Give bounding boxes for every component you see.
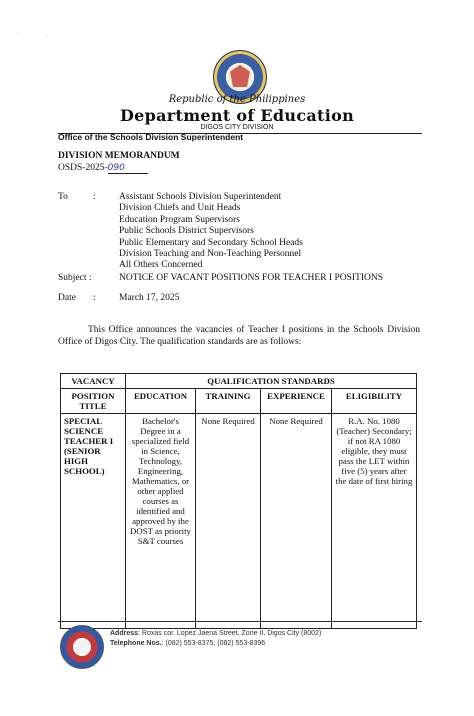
- recipient-item: All Others Concerned: [119, 260, 203, 271]
- table-header-row: [61, 374, 417, 389]
- recipient-item: Public Elementary and Secondary School Heads: [119, 237, 303, 248]
- seal-emblem-icon: [230, 65, 250, 87]
- recipient-item: Division Chiefs and Unit Heads: [119, 203, 241, 214]
- training-cell: None Required: [196, 414, 261, 629]
- recipient-item: Assistant Schools Division Superintendent: [119, 192, 282, 202]
- department-title: Department of Education: [119, 106, 355, 125]
- position-title-cell: SPECIAL SCIENCE TEACHER I (SENIOR HIGH SCHOOL): [61, 414, 126, 629]
- eligibility-cell: R.A. No. 1080 (Teacher) Secondary; if not RA 1080 eligible, they must pass the LET within five (5) years after the date of first hiring: [332, 414, 417, 629]
- date-value: March 17, 2025: [119, 293, 180, 303]
- education-cell: Bachelor's Degree in a specialized field in Science, Technology, Engineering, Mathematics, or other applied courses as identified and approved by the DOST as priority S&T courses: [126, 414, 196, 629]
- subject-label: Subject :: [58, 273, 92, 283]
- address-label: Address: [110, 630, 139, 637]
- memo-number-prefix: OSDS-2025-: [58, 163, 108, 173]
- phone-label: Telephone Nos.: [110, 640, 162, 647]
- table-subheader-row: [61, 389, 417, 414]
- recipient-item: Education Program Supervisors: [119, 214, 240, 225]
- subject-text: NOTICE OF VACANT POSITIONS FOR TEACHER I POSITIONS: [119, 273, 384, 283]
- phone-value: : (082) 553-8375; (082) 553-8396: [161, 640, 266, 647]
- intro-paragraph: This Office announces the vacancies of Teacher I positions in the Schools Division Office of Digos City. The qualification standards are as follows:: [58, 325, 420, 347]
- experience-header: EXPERIENCE: [261, 389, 332, 414]
- phone-line: [110, 639, 321, 649]
- recipient-item: Public Schools District Supervisors: [119, 226, 254, 237]
- education-header: EDUCATION: [126, 389, 196, 414]
- position-title-header: POSITION TITLE: [61, 389, 126, 414]
- eligibility-header: ELIGIBILITY: [332, 389, 417, 414]
- scan-speck: ·: [45, 35, 47, 41]
- recipient-item: Division Teaching and Non-Teaching Personnel: [119, 249, 302, 260]
- training-header: TRAINING: [196, 389, 261, 414]
- qualification-header: QUALIFICATION STANDARDS: [126, 374, 417, 389]
- republic-line: Republic of the Philippines: [168, 94, 306, 105]
- division-name: DIGOS CITY DIVISION: [200, 124, 274, 131]
- vacancy-header: VACANCY: [61, 374, 126, 389]
- address-line: [110, 629, 321, 639]
- experience-cell: None Required: [261, 414, 332, 629]
- office-name: Office of the Schools Division Superintendent: [58, 132, 244, 142]
- scan-speck: ·: [18, 31, 20, 37]
- date-colon: :: [93, 293, 96, 303]
- recipient-list: [119, 192, 303, 272]
- memo-title: DIVISION MEMORANDUM: [58, 151, 180, 161]
- division-logo: [60, 625, 104, 669]
- qualification-table: [60, 373, 417, 629]
- date-label: Date: [58, 293, 76, 303]
- to-colon: :: [93, 192, 96, 202]
- address-value: : Roxas cor. Lopez Jaena Street, Zone II, Digos City (8002): [138, 630, 322, 637]
- to-label: To: [58, 192, 68, 202]
- memo-number: [58, 163, 148, 174]
- footer-divider: [58, 621, 422, 622]
- table-row: [61, 414, 417, 629]
- footer-contact: [110, 629, 321, 649]
- memo-number-handwritten: 090: [108, 163, 148, 174]
